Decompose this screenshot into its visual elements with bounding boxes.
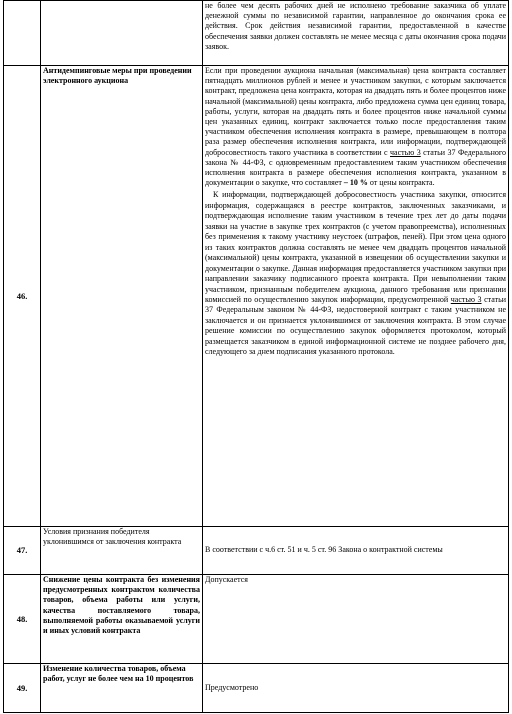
text-segment: от цены контракта.: [367, 178, 435, 188]
row-text: [203, 66, 509, 527]
law-reference-link[interactable]: частью 3: [390, 147, 421, 157]
text-segment: К информации, подтверждающей добросовестность участника закупки, относится информация, содержащаяся в реестре контрактов, заключенных заказчиками, и подтверждающая исполнение таким участником в течение трех лет до даты подачи заявки на участие в закупке трех контрактов (с учетом правопреемства), исполненных без применения к такому участнику неустоек (штрафов, пеней). При этом цена одного из таких контрактов должна составлять не менее чем двадцать процентов начальной (максимальной) цены контракта, указанной в извещении об осуществлении закупки и документации о закупке. Данная информация предоставляется участником закупки при направлении заказчику подписанного проекта контракта. При невыполнении таким участником, признанным победителем аукциона, данного требования или признании комиссией по осуществлению закупок информации, предусмотренной: [205, 190, 506, 304]
table-row: [4, 1, 509, 66]
row-label: [41, 1, 203, 66]
row-label: Изменение количества товаров, объема работ, услуг не более чем на 10 процентов: [41, 664, 203, 713]
row-text: Допускается: [203, 575, 509, 664]
text-segment: Если при проведении аукциона начальная (максимальная) цена контракта составляет пятнадцать миллионов рублей и менее и участником закупки, с которым заключается контракт, предложена цена контракта, которая на двадцать пять и более процентов ниже начальной (максимальной) цены контракта, либо предложена сумма цен единиц товара, работы, услуги, которая на двадцать пять и более процентов ниже начальной суммы цен указанных единиц, контракт заключается только после предоставления таким участником обеспечения исполнения контракта в размере, превышающем в полтора раза размер обеспечения исполнения контракта, или информации, подтверждающей добросовестность такого участника в соответствии с: [205, 66, 506, 157]
table-row: [4, 527, 509, 575]
paragraph-1: [205, 66, 506, 187]
row-text: Предусмотрено: [203, 664, 509, 713]
text-segment: статьи 37 Федеральным законом № 44-ФЗ, недостоверной контракт с таким участником не заключается и он признается уклонившимся от заключения контракта. В этом случае решение комиссии по осуществлению закупок оформляется протоколом, который размещается заказчиком в единой информационной системе не позднее рабочего дня, следующего за днем подписания указанного протокола.: [205, 294, 507, 357]
row-number: 46.: [4, 66, 41, 527]
row-number: [4, 1, 41, 66]
table-row: [4, 664, 509, 713]
row-label: Условия признания победителя уклонившимся от заключения контракта: [41, 527, 203, 575]
law-reference-link[interactable]: частью 3: [450, 294, 482, 304]
row-number: 48.: [4, 575, 41, 664]
row-text: В соответствии с ч.6 ст. 51 и ч. 5 ст. 96 Закона о контрактной системы: [203, 527, 509, 575]
procurement-terms-table: [3, 0, 509, 713]
row-label: Снижение цены контракта без изменения предусмотренных контрактом количества товаров, объема работы или услуги, качества поставляемого товара, выполняемой работы оказываемой услуги и иных условий контракта: [41, 575, 203, 664]
table-row: [4, 575, 509, 664]
row-number: 49.: [4, 664, 41, 713]
row-label: Антидемпинговые меры при проведении электронного аукциона: [41, 66, 203, 527]
row-text: не более чем десять рабочих дней не исполнено требование заказчика об уплате денежной суммы по независимой гарантии, направленное до окончания срока ее действия. Срок действия независимой гарантии, предоставленной в качестве обеспечения заявки должен составлять не менее месяца с даты окончания срока подачи заявок.: [203, 1, 509, 66]
row-number: 47.: [4, 527, 41, 575]
table-row: [4, 66, 509, 527]
percentage-value: – 10 %: [343, 178, 368, 188]
paragraph-2: [205, 190, 506, 357]
text-segment: статьи 37 Федерального закона № 44-ФЗ, с одновременным предоставлением таким участником обеспечения исполнения контракта в размере обеспечения исполнения контракта, указанном в документации о закупке, что составляет: [205, 147, 506, 188]
